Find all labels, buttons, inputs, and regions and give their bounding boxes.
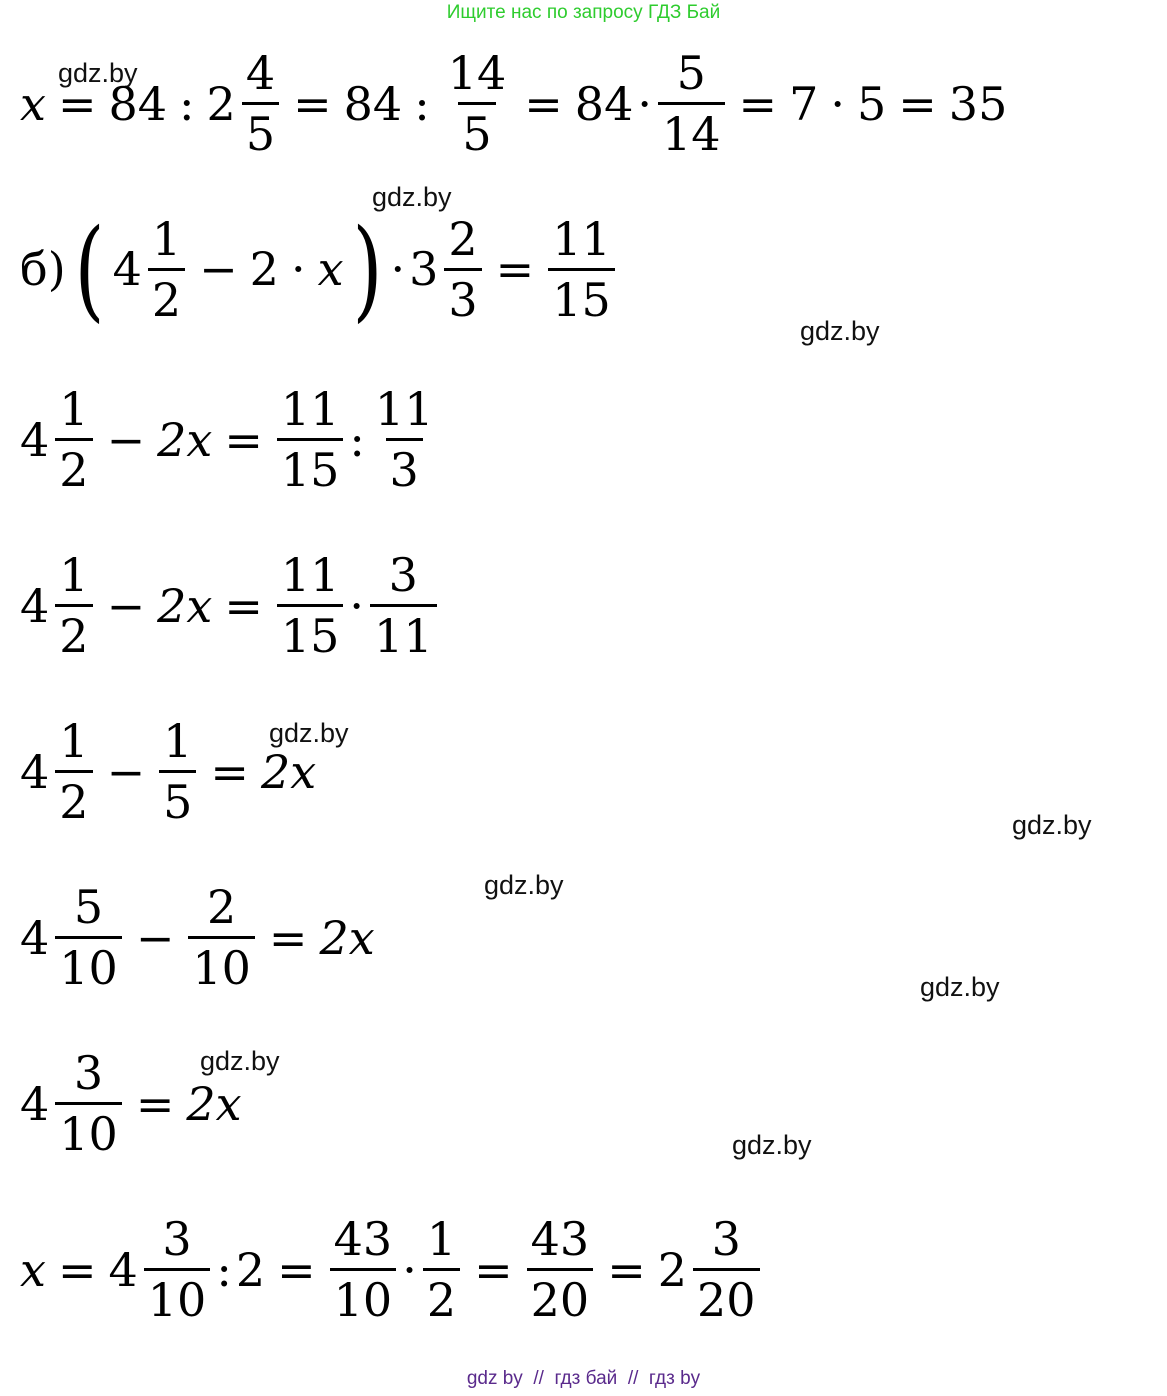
denominator: 2 xyxy=(423,1268,460,1323)
denominator: 20 xyxy=(527,1268,594,1323)
equals-sign: = xyxy=(57,1242,97,1297)
minus-sign: − xyxy=(106,578,146,633)
equals-sign: = xyxy=(474,1242,513,1297)
mixed-whole: 2 xyxy=(206,76,236,131)
denominator: 10 xyxy=(55,1102,122,1157)
equals-sign: = xyxy=(224,412,263,467)
numerator: 11 xyxy=(552,211,611,266)
result: 35 xyxy=(948,76,1008,131)
number: 5 xyxy=(856,76,887,131)
watermark: gdz.by xyxy=(269,718,349,748)
equals-sign: = xyxy=(524,76,563,131)
divide-sign: : xyxy=(349,412,365,467)
mixed-whole: 2 xyxy=(657,1242,688,1297)
watermark: gdz.by xyxy=(58,58,138,88)
right-paren: ) xyxy=(351,205,383,333)
numerator: 1 xyxy=(426,1212,457,1266)
number: 7 xyxy=(789,76,819,131)
numerator: 11 xyxy=(280,548,340,602)
denominator: 14 xyxy=(658,102,725,157)
mixed-whole: 3 xyxy=(409,242,439,296)
minus-sign: − xyxy=(106,744,146,799)
watermark: gdz.by xyxy=(200,1046,280,1076)
fraction xyxy=(188,880,255,995)
numerator: 14 xyxy=(447,46,507,100)
fraction xyxy=(55,880,122,995)
equals-sign: = xyxy=(277,1242,316,1297)
fraction xyxy=(370,548,437,663)
fraction xyxy=(444,211,481,327)
numerator: 11 xyxy=(280,382,340,436)
numerator: 2 xyxy=(207,880,237,934)
mixed-whole: 4 xyxy=(108,1242,138,1297)
number: 2 xyxy=(235,1242,266,1297)
equals-sign: = xyxy=(57,76,97,131)
fraction xyxy=(548,211,615,327)
fraction xyxy=(330,1212,397,1327)
mixed-whole: 4 xyxy=(112,242,142,296)
numerator: 5 xyxy=(676,46,706,100)
fraction xyxy=(527,1212,594,1327)
fraction xyxy=(159,714,196,829)
fraction xyxy=(55,714,92,829)
equation-line-2 xyxy=(18,205,619,333)
variable-x: x xyxy=(20,76,46,131)
equation-line-1 xyxy=(18,46,1009,161)
term-2x: 2x xyxy=(157,412,213,467)
equation-line-4 xyxy=(18,548,441,663)
number: 84 xyxy=(343,76,403,131)
mixed-whole: 4 xyxy=(20,578,50,633)
watermark: gdz.by xyxy=(484,870,564,900)
divide-sign: : xyxy=(414,76,430,131)
numerator: 5 xyxy=(73,880,104,934)
fraction xyxy=(423,1212,460,1327)
divide-sign: : xyxy=(179,76,195,131)
denominator: 2 xyxy=(55,438,92,493)
multiply-dot: · xyxy=(402,1242,417,1297)
numerator: 3 xyxy=(162,1212,192,1266)
equation-line-3 xyxy=(18,382,441,497)
denominator: 2 xyxy=(55,770,92,825)
numerator: 2 xyxy=(448,211,478,266)
number: 84 xyxy=(108,76,168,131)
equals-sign: = xyxy=(495,242,535,296)
equals-sign: = xyxy=(898,76,937,131)
numerator: 1 xyxy=(59,382,89,436)
numerator: 11 xyxy=(374,382,434,436)
multiply-dot: · xyxy=(290,242,306,296)
denominator: 11 xyxy=(370,604,437,659)
term-2x: 2x xyxy=(157,578,213,633)
denominator: 10 xyxy=(330,1268,397,1323)
mixed-whole: 4 xyxy=(20,744,50,799)
minus-sign: − xyxy=(135,910,175,965)
fraction xyxy=(371,382,438,497)
equation-line-8 xyxy=(18,1212,764,1327)
fraction xyxy=(55,548,92,663)
denominator: 20 xyxy=(693,1268,760,1323)
numerator: 43 xyxy=(530,1212,590,1266)
denominator: 5 xyxy=(242,102,279,157)
denominator: 15 xyxy=(277,438,344,493)
denominator: 15 xyxy=(277,604,344,659)
multiply-dot: · xyxy=(390,242,406,296)
fraction xyxy=(444,46,511,161)
mixed-whole: 4 xyxy=(20,910,50,965)
term-2x: 2x xyxy=(260,744,317,799)
number: 2 xyxy=(249,242,279,296)
fraction xyxy=(148,211,185,327)
equals-sign: = xyxy=(293,76,332,131)
multiply-dot: · xyxy=(830,76,845,131)
denominator: 5 xyxy=(159,770,196,825)
variable-x: x xyxy=(317,242,344,296)
numerator: 43 xyxy=(333,1212,393,1266)
numerator: 1 xyxy=(163,714,193,768)
denominator: 3 xyxy=(386,438,423,493)
numerator: 3 xyxy=(73,1046,104,1100)
minus-sign: − xyxy=(199,242,238,296)
fraction xyxy=(693,1212,760,1327)
footer-links[interactable]: gdz by // гдз бай // гдз by xyxy=(466,1368,701,1389)
equals-sign: = xyxy=(210,744,249,799)
denominator: 10 xyxy=(188,936,255,991)
top-banner[interactable]: Ищите нас по запросу ГДЗ Бай xyxy=(446,2,721,23)
fraction xyxy=(277,382,344,497)
equals-sign: = xyxy=(135,1076,175,1131)
fraction xyxy=(658,46,725,161)
numerator: 1 xyxy=(59,714,89,768)
equation-line-5 xyxy=(18,714,318,829)
equals-sign: = xyxy=(607,1242,646,1297)
fraction xyxy=(55,382,92,497)
variable-x: x xyxy=(20,1242,46,1297)
multiply-dot: · xyxy=(349,578,365,633)
numerator: 3 xyxy=(711,1212,741,1266)
fraction xyxy=(242,46,279,161)
item-label: б) xyxy=(20,242,66,296)
term-2x: 2x xyxy=(319,910,375,965)
denominator: 5 xyxy=(458,102,495,157)
watermark: gdz.by xyxy=(372,182,452,212)
numerator: 1 xyxy=(151,211,182,266)
term-2x: 2x xyxy=(186,1076,242,1131)
mixed-whole: 4 xyxy=(20,412,50,467)
fraction xyxy=(277,548,344,663)
denominator: 2 xyxy=(55,604,92,659)
equals-sign: = xyxy=(738,76,778,131)
denominator: 10 xyxy=(144,1268,211,1323)
denominator: 10 xyxy=(55,936,122,991)
divide-sign: : xyxy=(216,1242,232,1297)
numerator: 4 xyxy=(245,46,276,100)
watermark: gdz.by xyxy=(800,316,880,346)
denominator: 3 xyxy=(444,268,481,323)
denominator: 2 xyxy=(148,268,185,323)
numerator: 1 xyxy=(59,548,89,602)
minus-sign: − xyxy=(106,412,146,467)
numerator: 3 xyxy=(388,548,418,602)
watermark: gdz.by xyxy=(920,972,1000,1002)
denominator: 15 xyxy=(548,268,615,323)
watermark: gdz.by xyxy=(732,1130,812,1160)
equation-line-6 xyxy=(18,880,377,995)
mixed-whole: 4 xyxy=(20,1076,50,1131)
equals-sign: = xyxy=(268,910,308,965)
number: 84 xyxy=(574,76,634,131)
equals-sign: = xyxy=(224,578,263,633)
fraction xyxy=(144,1212,211,1327)
fraction xyxy=(55,1046,122,1161)
watermark: gdz.by xyxy=(1012,810,1092,840)
left-paren: ( xyxy=(74,205,105,333)
multiply-dot: · xyxy=(637,76,652,131)
